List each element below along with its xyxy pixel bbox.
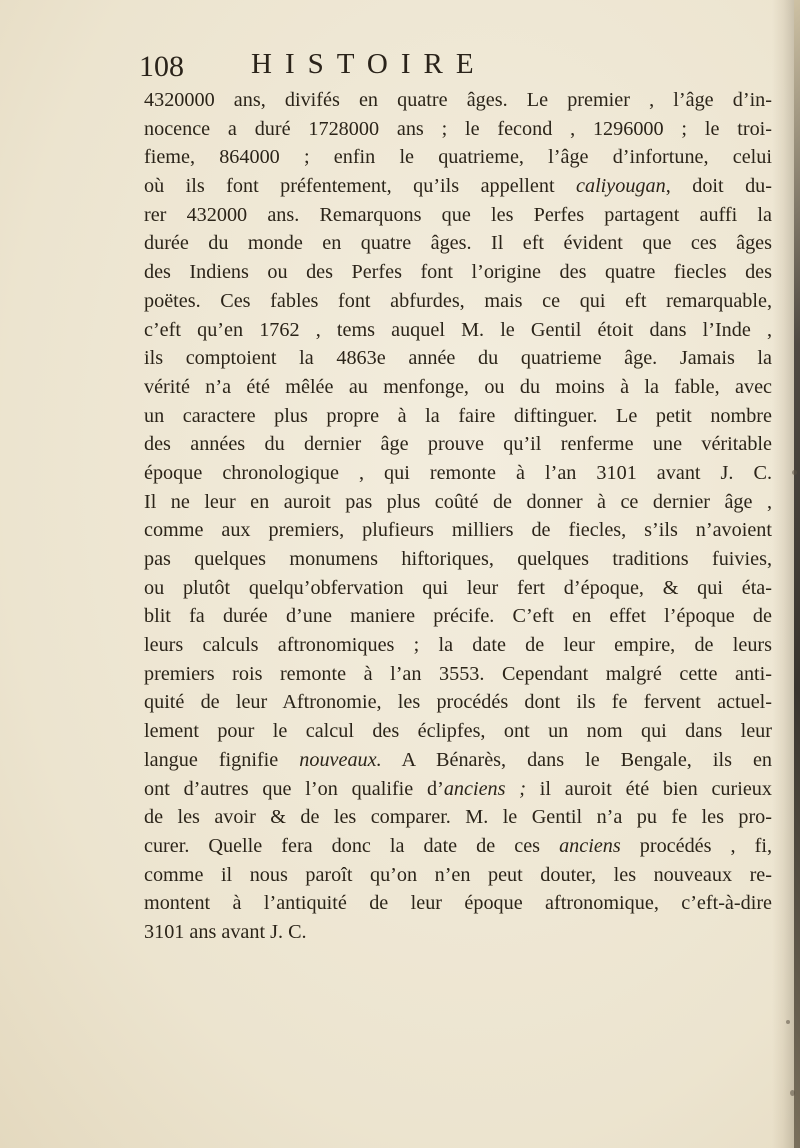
text-segment: montent à l’antiquité de leur époque aftronomique, c’eft-à-dire bbox=[144, 892, 772, 915]
text-line bbox=[144, 402, 772, 431]
text-segment: durée du monde en quatre âges. Il eft évident que ces âges bbox=[144, 232, 772, 255]
text-line bbox=[144, 918, 772, 947]
text-line bbox=[144, 258, 772, 287]
text-segment: lement pour le calcul des éclipfes, ont un nom qui dans leur bbox=[144, 720, 772, 743]
binding-edge bbox=[794, 0, 800, 1148]
text-line bbox=[144, 229, 772, 258]
italic-text: nouveaux. bbox=[299, 748, 382, 771]
text-line bbox=[144, 631, 772, 660]
page-number: 108 bbox=[139, 50, 184, 83]
text-line bbox=[144, 459, 772, 488]
text-line bbox=[144, 86, 772, 115]
text-segment: leurs calculs aftronomiques ; la date de leur empire, de leurs bbox=[144, 634, 772, 657]
text-segment: fieme, 864000 ; enfin le quatrieme, l’âge d’infortune, celui bbox=[144, 146, 772, 169]
body-paragraph bbox=[144, 86, 772, 947]
text-segment: quité de leur Aftronomie, les procédés dont ils fe fervent actuel- bbox=[144, 691, 772, 714]
text-line bbox=[144, 344, 772, 373]
text-line bbox=[144, 316, 772, 345]
text-segment: des Indiens ou des Perfes font l’origine des quatre fiecles des bbox=[144, 261, 772, 284]
text-segment: il auroit été bien curieux bbox=[526, 777, 772, 800]
text-line bbox=[144, 660, 772, 689]
italic-text: anciens ; bbox=[443, 777, 526, 800]
page-header bbox=[139, 48, 579, 88]
text-segment: poëtes. Ces fables font abfurdes, mais ce qui eft remarquable, bbox=[144, 289, 772, 312]
text-line bbox=[144, 746, 772, 775]
text-line bbox=[144, 172, 772, 201]
text-line bbox=[144, 889, 772, 918]
text-segment: comme aux premiers, plufieurs milliers de fiecles, s’ils n’avoient bbox=[144, 519, 772, 542]
text-segment: ont d’autres que l’on qualifie d’ bbox=[144, 777, 444, 800]
text-segment: un caractere plus propre à la faire diftinguer. Le petit nombre bbox=[144, 404, 772, 427]
text-segment: 4320000 ans, divifés en quatre âges. Le premier , l’âge d’in- bbox=[144, 89, 772, 111]
text-segment: ou plutôt quelqu’obfervation qui leur fert d’époque, & qui éta- bbox=[144, 576, 772, 599]
text-line bbox=[144, 602, 772, 631]
text-segment: nocence a duré 1728000 ans ; le fecond , 1296000 ; le troi- bbox=[144, 117, 772, 140]
text-segment: c’eft qu’en 1762 , tems auquel M. le Gentil étoit dans l’Inde , bbox=[144, 318, 772, 341]
text-segment: rer 432000 ans. Remarquons que les Perfes partagent auffi la bbox=[144, 203, 772, 226]
italic-text: caliyougan bbox=[576, 175, 666, 198]
text-segment: pas quelques monumens hiftoriques, quelques traditions fuivies, bbox=[144, 548, 772, 570]
text-segment: langue fignifie bbox=[144, 748, 300, 771]
text-segment: époque chronologique , qui remonte à l’an 3101 avant J. C. bbox=[144, 461, 772, 484]
text-segment: blit fa durée d’une maniere précife. C’eft en effet l’époque de bbox=[144, 605, 772, 628]
text-segment: de les avoir & de les comparer. M. le Gentil n’a pu fe les pro- bbox=[144, 806, 772, 829]
text-line bbox=[144, 574, 772, 603]
text-line bbox=[144, 201, 772, 230]
text-line bbox=[144, 861, 772, 890]
text-segment: des années du dernier âge prouve qu’il renferme une véritable bbox=[144, 433, 772, 456]
text-segment: où ils font préfentement, qu’ils appellent bbox=[144, 175, 577, 198]
text-line bbox=[144, 775, 772, 804]
italic-text: anciens bbox=[559, 834, 621, 857]
text-segment: 3101 ans avant J. C. bbox=[144, 920, 307, 943]
text-segment: ils comptoient la 4863e année du quatrieme âge. Jamais la bbox=[144, 347, 772, 370]
paper-speck bbox=[790, 1090, 795, 1096]
text-line bbox=[144, 545, 772, 574]
text-segment: procédés , fi, bbox=[620, 834, 772, 857]
text-segment: , doit du- bbox=[665, 175, 772, 198]
text-line bbox=[144, 516, 772, 545]
text-segment: comme il nous paroît qu’on n’en peut douter, les nouveaux re- bbox=[144, 863, 772, 886]
text-line bbox=[144, 143, 772, 172]
text-line bbox=[144, 430, 772, 459]
text-line bbox=[144, 832, 772, 861]
running-title: HISTOIRE bbox=[251, 48, 487, 80]
text-segment: vérité n’a été mêlée au menfonge, ou du moins à la fable, avec bbox=[144, 375, 772, 398]
text-segment: Il ne leur en auroit pas plus coûté de donner à ce dernier âge , bbox=[144, 490, 772, 513]
text-line bbox=[144, 287, 772, 316]
text-line bbox=[144, 115, 772, 144]
paper-speck bbox=[792, 470, 797, 475]
paper-speck bbox=[786, 1020, 790, 1024]
text-line bbox=[144, 488, 772, 517]
text-line bbox=[144, 717, 772, 746]
text-line bbox=[144, 373, 772, 402]
text-segment: A Bénarès, dans le Bengale, ils en bbox=[381, 748, 772, 771]
text-line bbox=[144, 803, 772, 832]
text-segment: premiers rois remonte à l’an 3553. Cependant malgré cette anti- bbox=[144, 662, 772, 685]
text-line bbox=[144, 688, 772, 717]
text-segment: curer. Quelle fera donc la date de ces bbox=[144, 834, 560, 857]
